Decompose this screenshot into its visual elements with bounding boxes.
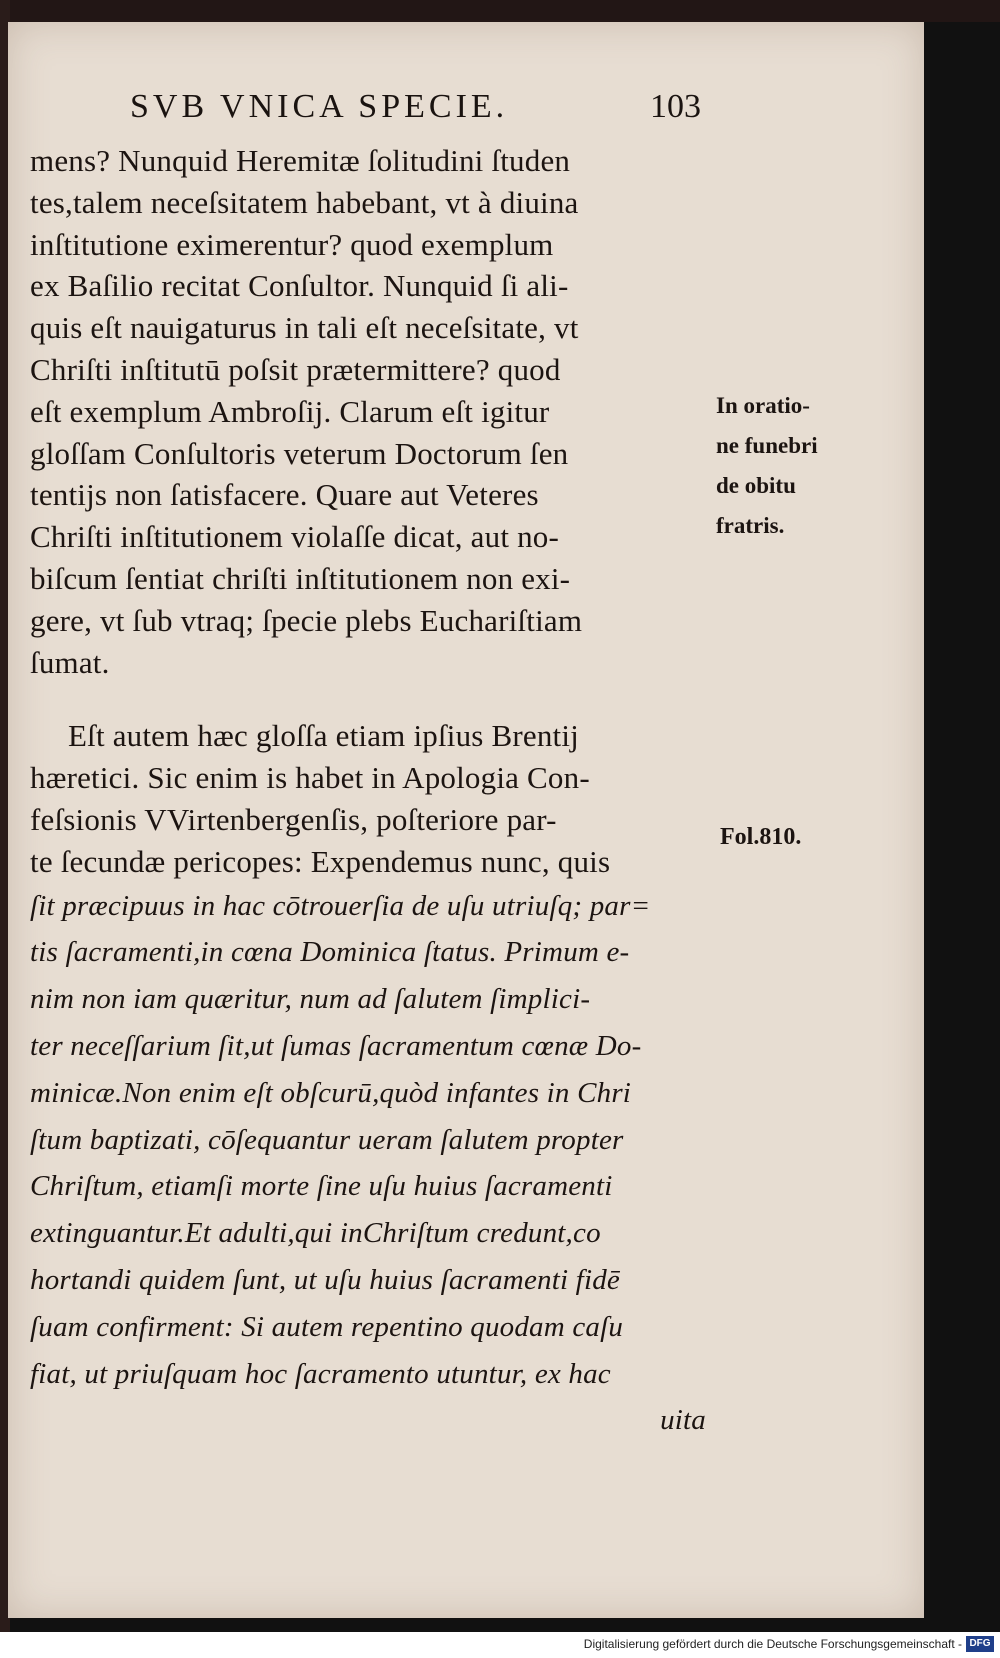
dfg-logo: DFG [966,1636,994,1652]
text-line: hæretici. Sic enim is habet in Apologia Con- [30,760,590,796]
text-line: tes,talem neceſsitatem habebant, vt à diuina [30,184,579,220]
paragraph-2 [30,715,710,882]
text-line: extinguantur.Et adulti,qui inChriſtum credunt,co [30,1217,601,1250]
text-line: hortandi quidem ſunt, ut uſu huius ſacramenti fidē [30,1263,620,1296]
text-line: Chriſti inſtitutionem violaſſe dicat, aut no- [30,519,560,555]
margin-note-line: ne funebri [716,433,818,458]
text-line: minicæ.Non enim eſt obſcurū,quòd infantes in Chri [30,1076,632,1109]
text-line: eſt exemplum Ambroſij. Clarum eſt igitur [30,393,550,429]
digitization-footer [0,1632,1000,1658]
text-line: inſtitutione eximerentur? quod exemplum [30,226,554,262]
text-line: biſcum ſentiat chriſti inſtitutionem non exi- [30,560,571,596]
margin-note-line: In oratio- [716,393,810,418]
margin-note-line: de obitu [716,473,796,498]
text-line: ſtum baptizati, cōſequantur ueram ſalutem propter [30,1123,624,1156]
margin-note-line: fratris. [716,513,785,538]
running-head [0,88,1000,136]
catchword: uita [660,1404,706,1437]
body-text [30,140,710,1444]
text-line: ſit præcipuus in hac cōtrouerſia de uſu utriuſq; par= [30,889,651,922]
running-head-title: SVB VNICA SPECIE. [130,88,509,125]
text-line: Eſt autem hæc gloſſa etiam ipſius Brentij [68,718,579,754]
text-line: nim non iam quæritur, num ad ſalutem ſimplici- [30,983,591,1016]
paragraph-1 [30,140,710,683]
text-line: fiat, ut priuſquam hoc ſacramento utuntur, ex hac [30,1357,611,1390]
text-line: ex Baſilio recitat Conſultor. Nunquid ſi ali- [30,268,569,304]
margin-note-oratio [716,386,818,546]
scan-top-edge [0,0,1000,22]
text-line: ter neceſſarium ſit,ut ſumas ſacramentum cœnæ Do- [30,1029,642,1062]
text-line: mens? Nunquid Heremitæ ſolitudini ſtuden [30,143,571,178]
text-line: tentijs non ſatisfacere. Quare aut Veteres [30,477,539,513]
quotation-italic [30,883,710,1445]
margin-note-folio: Fol.810. [720,824,802,850]
text-line: Chriſtum, etiamſi morte ſine uſu huius ſacramenti [30,1170,613,1203]
text-line: Chriſti inſtitutū poſsit prætermittere? quod [30,351,561,387]
text-line: gere, vt ſub vtraq; ſpecie plebs Euchariſtiam [30,602,583,638]
text-line: ſumat. [30,644,110,680]
text-line: tis ſacramenti,in cœna Dominica ſtatus. Primum e- [30,936,630,969]
footer-credit: Digitalisierung gefördert durch die Deutsche Forschungsgemeinschaft - [583,1637,962,1651]
text-line: gloſſam Conſultoris veterum Doctorum ſen [30,435,569,471]
text-line: feſsionis VVirtenbergenſis, poſteriore par- [30,801,557,837]
text-line: quis eſt nauigaturus in tali eſt neceſsitate, vt [30,310,579,346]
text-line: ſuam confirment: Si autem repentino quodam caſu [30,1310,624,1343]
page-number: 103 [650,88,701,125]
text-line: te ſecundæ pericopes: Expendemus nunc, quis [30,843,611,879]
